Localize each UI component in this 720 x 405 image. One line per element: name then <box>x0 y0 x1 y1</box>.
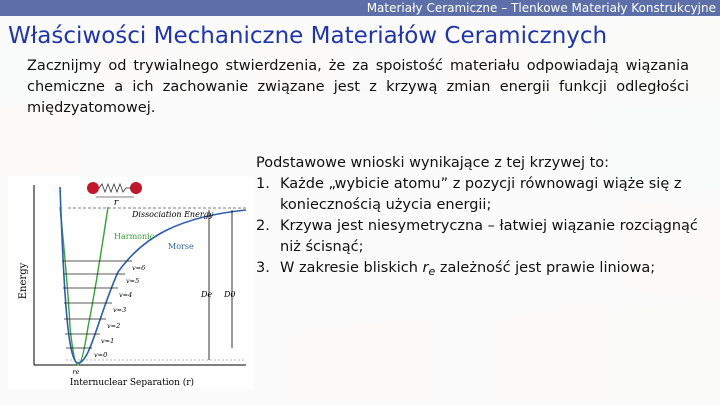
atom-left <box>87 182 99 194</box>
svg-text:v=1: v=1 <box>101 337 115 345</box>
svg-text:v=6: v=6 <box>132 264 146 272</box>
svg-text:v=3: v=3 <box>113 306 127 314</box>
svg-text:v=4: v=4 <box>119 291 133 299</box>
de-label: De <box>201 290 213 299</box>
list-item-text: Każde „wybicie atomu” z pozycji równowagi wiąże się z koniecznością użycia energii; <box>280 176 682 213</box>
list-item-text: Krzywa jest niesymetryczna – łatwiej wiązanie rozciągnąć niż ścisnąć; <box>280 218 698 255</box>
list-item <box>256 174 708 216</box>
list-item-text <box>280 258 708 282</box>
harmonic-label: Harmonic <box>114 232 155 241</box>
dissociation-label: Dissociation Energy <box>132 210 214 219</box>
list-item-number: 1. <box>256 176 270 192</box>
list-item <box>256 216 708 258</box>
svg-text:v=2: v=2 <box>107 322 121 330</box>
morse-potential-figure <box>8 177 253 389</box>
slide-title: Właściwości Mechaniczne Materiałów Ceramicznych <box>8 23 608 49</box>
header-text: Materiały Ceramiczne – Tlenkowe Materiały Konstrukcyjne <box>366 1 716 15</box>
list-item <box>256 258 708 282</box>
d0-label: D0 <box>224 290 236 299</box>
list-item-number: 3. <box>256 260 270 276</box>
re-label: re <box>72 368 80 376</box>
svg-text:v=5: v=5 <box>126 277 140 285</box>
r-label: r <box>113 198 119 208</box>
morse-label: Morse <box>168 242 194 251</box>
y-axis-label: Energy <box>18 262 29 300</box>
list-item-text-before: W zakresie bliskich <box>280 260 423 276</box>
conclusions-heading: Podstawowe wnioski wynikające z tej krzywej to: <box>256 155 610 171</box>
intro-paragraph: Zacznijmy od trywialnego stwierdzenia, że za spoistość materiału odpowiadają wiązania chemiczne a ich zachowanie związane jest z krzywą zmian energii funkcji odległości międzyatomowej. <box>27 58 689 116</box>
conclusions <box>256 153 708 282</box>
re-subscript: e <box>428 265 436 278</box>
re-symbol: r <box>422 260 429 276</box>
list-item-text-after: zależność jest prawie liniowa; <box>435 260 656 276</box>
header-bar <box>0 0 720 16</box>
x-axis-label: Internuclear Separation (r) <box>69 378 195 388</box>
list-item-number: 2. <box>256 218 270 234</box>
svg-text:v=0: v=0 <box>94 351 108 359</box>
